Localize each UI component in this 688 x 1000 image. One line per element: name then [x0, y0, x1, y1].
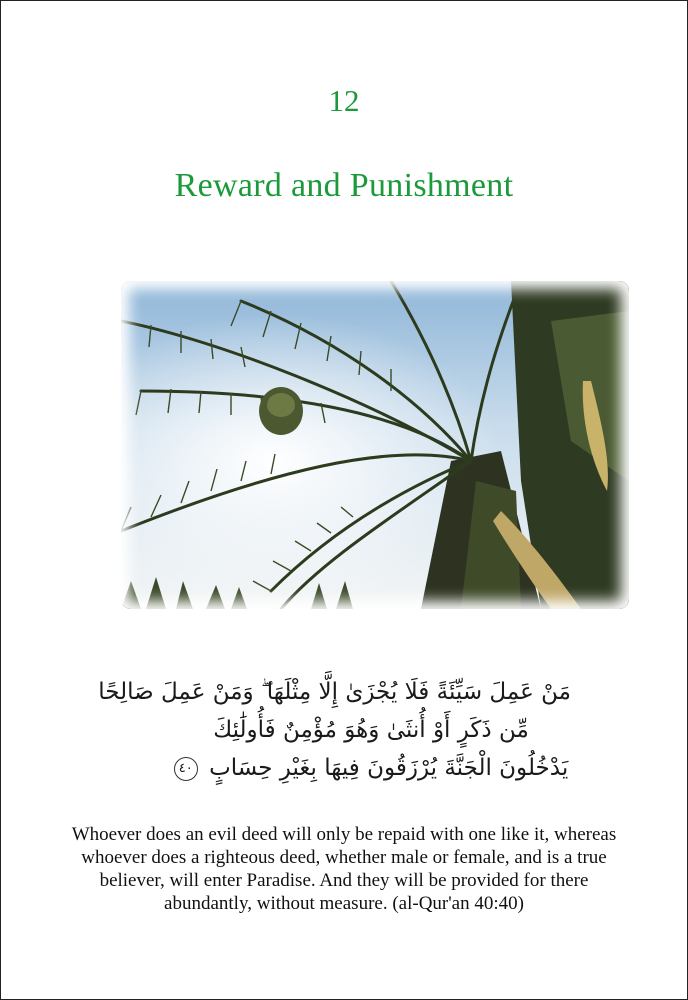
arabic-line-1: مَنْ عَمِلَ سَيِّئَةً فَلَا يُجْزَىٰ إِلَّا مِثْلَهَا ۖ وَمَنْ عَمِلَ صَالِحًا — [98, 679, 571, 705]
arabic-line-3-text: يَدْخُلُونَ الْجَنَّةَ يُرْزَقُونَ فِيهَا بِغَيْرِ حِسَابٍ — [209, 755, 569, 781]
palm-tree-illustration — [121, 281, 629, 609]
arabic-line-3 — [171, 749, 571, 787]
arabic-verse — [98, 673, 571, 787]
palm-tree-photo — [121, 281, 629, 609]
arabic-line-2: مِّن ذَكَرٍ أَوْ أُنثَىٰ وَهُوَ مُؤْمِنٌ فَأُولَٰئِكَ — [213, 717, 529, 743]
verse-translation: Whoever does an evil deed will only be repaid with one like it, whereas whoever does a righteous deed, whether male or female, and is a true believer, will enter Paradise. And they will be provided for there abundantly, without measure. (al-Qur'an 40:40) — [71, 824, 617, 914]
verse-number-marker: ٤٠ — [174, 757, 198, 781]
chapter-number: 12 — [328, 83, 360, 118]
chapter-title: Reward and Punishment — [174, 167, 514, 204]
